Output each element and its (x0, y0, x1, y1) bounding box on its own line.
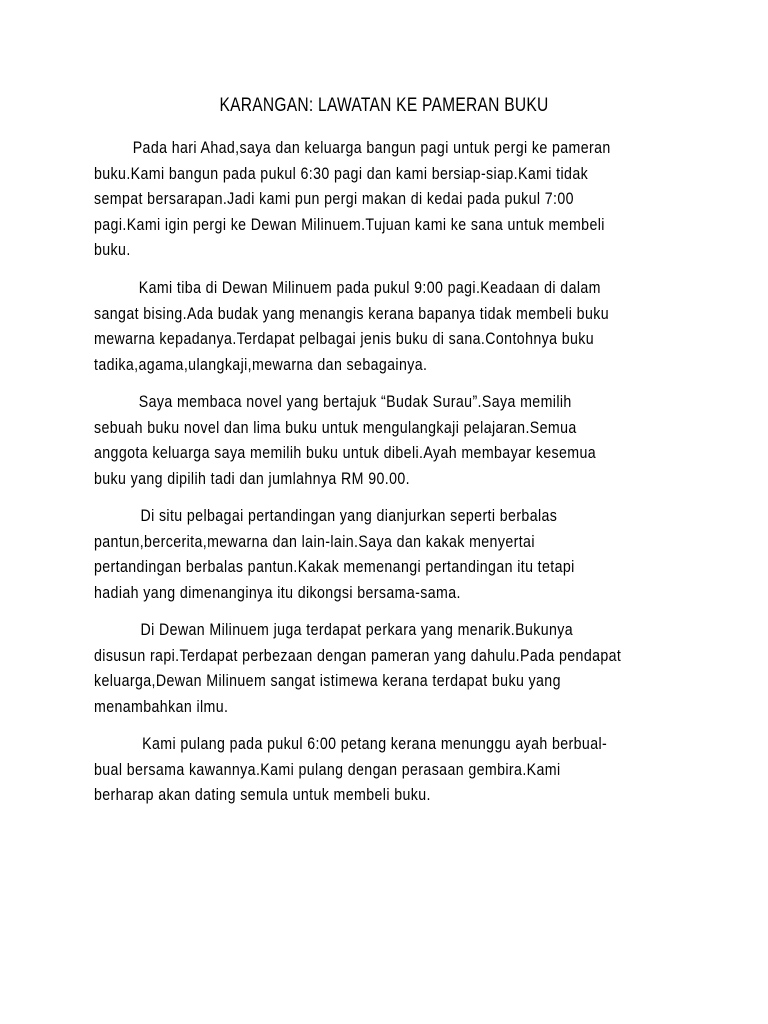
paragraph-line: buku yang dipilih tadi dan jumlahnya RM 90.00. (94, 469, 410, 488)
paragraph-line: pantun,bercerita,mewarna dan lain-lain.Saya dan kakak menyertai (94, 532, 535, 551)
paragraph-line: anggota keluarga saya memilih buku untuk dibeli.Ayah membayar kesemua (94, 444, 597, 462)
paragraph-line: bual bersama kawannya.Kami pulang dengan perasaan gembira.Kami (94, 760, 561, 779)
paragraph-1 (94, 136, 694, 264)
paragraph-4 (94, 504, 694, 606)
paragraph-line: keluarga,Dewan Milinuem sangat istimewa kerana terdapat buku yang (94, 672, 561, 690)
paragraph-line: mewarna kepadanya.Terdapat pelbagai jenis buku di sana.Contohnya buku (94, 330, 595, 348)
paragraph-3 (94, 390, 694, 492)
paragraph-line: Di Dewan Milinuem juga terdapat perkara yang menarik.Bukunya (140, 621, 574, 639)
paragraph-line: berharap akan dating semula untuk membeli buku. (94, 786, 431, 804)
paragraph-line: hadiah yang dimenanginya itu dikongsi bersama-sama. (94, 583, 461, 602)
paragraph-line: buku. (94, 241, 131, 259)
paragraph-line: menambahkan ilmu. (94, 697, 229, 716)
paragraph-line: sangat bising.Ada budak yang menangis kerana bapanya tidak membeli buku (94, 304, 609, 323)
paragraph-line: sempat bersarapan.Jadi kami pun pergi makan di kedai pada pukul 7:00 (94, 190, 574, 208)
paragraph-6 (94, 732, 694, 809)
paragraph-line: buku.Kami bangun pada pukul 6:30 pagi dan kami bersiap-siap.Kami tidak (94, 164, 589, 183)
paragraph-line: Kami pulang pada pukul 6:00 petang kerana menunggu ayah berbual- (142, 735, 608, 753)
paragraph-5 (94, 618, 694, 720)
paragraph-line: Kami tiba di Dewan Milinuem pada pukul 9:00 pagi.Keadaan di dalam (138, 279, 601, 297)
paragraph-line: tadika,agama,ulangkaji,mewarna dan sebagainya. (94, 355, 428, 374)
paragraph-line: disusun rapi.Terdapat perbezaan dengan pameran yang dahulu.Pada pendapat (94, 646, 622, 665)
paragraph-line: sebuah buku novel dan lima buku untuk mengulangkaji pelajaran.Semua (94, 418, 577, 437)
paragraph-line: Di situ pelbagai pertandingan yang dianjurkan seperti berbalas (140, 507, 558, 525)
paragraph-line: pertandingan berbalas pantun.Kakak memenangi pertandingan itu tetapi (94, 558, 575, 576)
paragraph-line: Pada hari Ahad,saya dan keluarga bangun pagi untuk pergi ke pameran (132, 139, 611, 157)
essay-title: KARANGAN: LAWATAN KE PAMERAN BUKU (219, 95, 549, 116)
paragraph-line: pagi.Kami igin pergi ke Dewan Milinuem.Tujuan kami ke sana untuk membeli (94, 215, 605, 234)
paragraph-2 (94, 276, 694, 378)
paragraph-line: Saya membaca novel yang bertajuk “Budak Surau”.Saya memilih (138, 393, 572, 411)
